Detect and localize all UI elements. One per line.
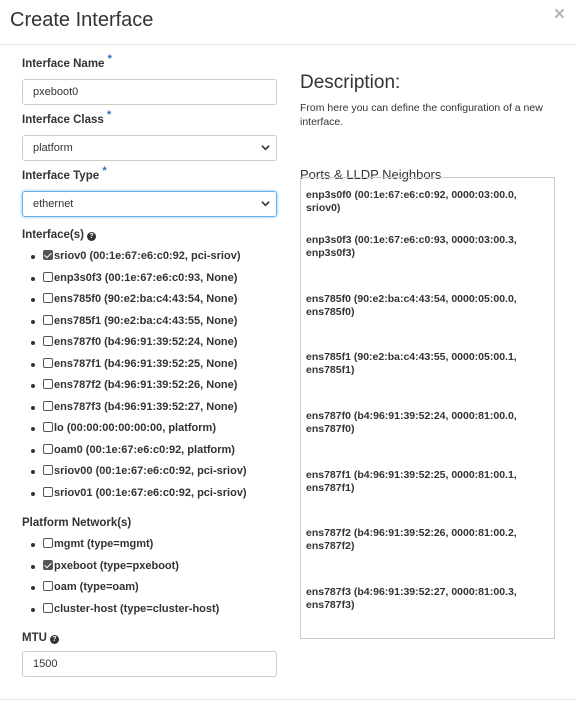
checkbox[interactable]: [43, 401, 53, 411]
checkbox[interactable]: [43, 315, 53, 325]
checkbox[interactable]: [43, 487, 53, 497]
checkbox[interactable]: [43, 358, 53, 368]
interface-type-select[interactable]: [22, 191, 277, 217]
required-asterisk-icon: *: [107, 109, 112, 122]
list-item[interactable]: ens787f3 (b4:96:91:39:52:27, None): [43, 401, 237, 413]
list-item[interactable]: sriov0 (00:1e:67:e6:c0:92, pci-sriov): [43, 250, 240, 262]
ports-box: [300, 177, 555, 639]
interface-name-input[interactable]: pxeboot0: [22, 79, 277, 105]
list-item[interactable]: pxeboot (type=pxeboot): [43, 560, 179, 572]
list-item[interactable]: enp3s0f3 (00:1e:67:e6:c0:93, None): [43, 272, 237, 284]
dialog-header: [0, 0, 576, 45]
mtu-label: MTU ?: [22, 632, 59, 644]
chevron-down-icon: [261, 199, 270, 208]
list-item[interactable]: oam (type=oam): [43, 581, 139, 593]
list-item[interactable]: mgmt (type=mgmt): [43, 538, 153, 550]
question-circle-icon[interactable]: ?: [50, 635, 59, 644]
port-entry: enp3s0f3 (00:1e:67:e6:c0:93, 0000:03:00.3, enp3s0f3): [306, 234, 517, 259]
port-entry: ens787f3 (b4:96:91:39:52:27, 0000:81:00.3, ens787f3): [306, 586, 517, 611]
required-asterisk-icon: *: [107, 53, 112, 66]
port-entry: ens787f2 (b4:96:91:39:52:26, 0000:81:00.2, ens787f2): [306, 527, 517, 552]
checkbox[interactable]: [43, 560, 53, 570]
list-item[interactable]: ens787f2 (b4:96:91:39:52:26, None): [43, 379, 237, 391]
interface-name-label: Interface Name *: [22, 53, 112, 70]
ports-title: Ports & LLDP Neighbors: [300, 167, 442, 182]
description-text: From here you can define the configuration of a new interface.: [300, 102, 543, 128]
port-entry: ens785f0 (90:e2:ba:c4:43:54, 0000:05:00.0, ens785f0): [306, 293, 517, 318]
list-item[interactable]: cluster-host (type=cluster-host): [43, 603, 219, 615]
footer-divider: [0, 699, 576, 700]
checkbox[interactable]: [43, 603, 53, 613]
chevron-down-icon: [261, 143, 270, 152]
platform-networks-label: Platform Network(s): [22, 517, 132, 529]
interface-class-label: Interface Class *: [22, 109, 112, 126]
port-entry: ens787f1 (b4:96:91:39:52:25, 0000:81:00.1, ens787f1): [306, 469, 517, 494]
list-item[interactable]: oam0 (00:1e:67:e6:c0:92, platform): [43, 444, 235, 456]
dialog-title: Create Interface: [10, 9, 154, 31]
checkbox[interactable]: [43, 336, 53, 346]
interface-type-label: Interface Type *: [22, 165, 107, 182]
interfaces-label: Interface(s) ?: [22, 229, 96, 241]
list-item[interactable]: ens787f1 (b4:96:91:39:52:25, None): [43, 358, 237, 370]
checkbox[interactable]: [43, 379, 53, 389]
required-asterisk-icon: *: [102, 165, 107, 178]
checkbox[interactable]: [43, 293, 53, 303]
interface-class-select[interactable]: [22, 135, 277, 161]
checkbox[interactable]: [43, 422, 53, 432]
list-item[interactable]: ens787f0 (b4:96:91:39:52:24, None): [43, 336, 237, 348]
port-entry: enp3s0f0 (00:1e:67:e6:c0:92, 0000:03:00.0, sriov0): [306, 189, 517, 214]
port-entry: ens785f1 (90:e2:ba:c4:43:55, 0000:05:00.1, ens785f1): [306, 351, 517, 376]
interface-class-value: platform: [33, 142, 73, 154]
question-circle-icon[interactable]: ?: [87, 232, 96, 241]
list-item[interactable]: sriov01 (00:1e:67:e6:c0:92, pci-sriov): [43, 487, 247, 499]
checkbox[interactable]: [43, 272, 53, 282]
description-panel: [300, 72, 556, 611]
list-item[interactable]: ens785f1 (90:e2:ba:c4:43:55, None): [43, 315, 237, 327]
mtu-input[interactable]: 1500: [22, 651, 277, 677]
close-icon[interactable]: ×: [553, 4, 565, 25]
list-item[interactable]: ens785f0 (90:e2:ba:c4:43:54, None): [43, 293, 237, 305]
checkbox[interactable]: [43, 444, 53, 454]
checkbox[interactable]: [43, 250, 53, 260]
list-item[interactable]: sriov00 (00:1e:67:e6:c0:92, pci-sriov): [43, 465, 247, 477]
interface-type-value: ethernet: [33, 198, 74, 210]
port-entry: ens787f0 (b4:96:91:39:52:24, 0000:81:00.0, ens787f0): [306, 410, 517, 435]
checkbox[interactable]: [43, 538, 53, 548]
list-item[interactable]: lo (00:00:00:00:00:00, platform): [43, 422, 216, 434]
description-title: Description:: [300, 72, 401, 93]
checkbox[interactable]: [43, 581, 53, 591]
checkbox[interactable]: [43, 465, 53, 475]
